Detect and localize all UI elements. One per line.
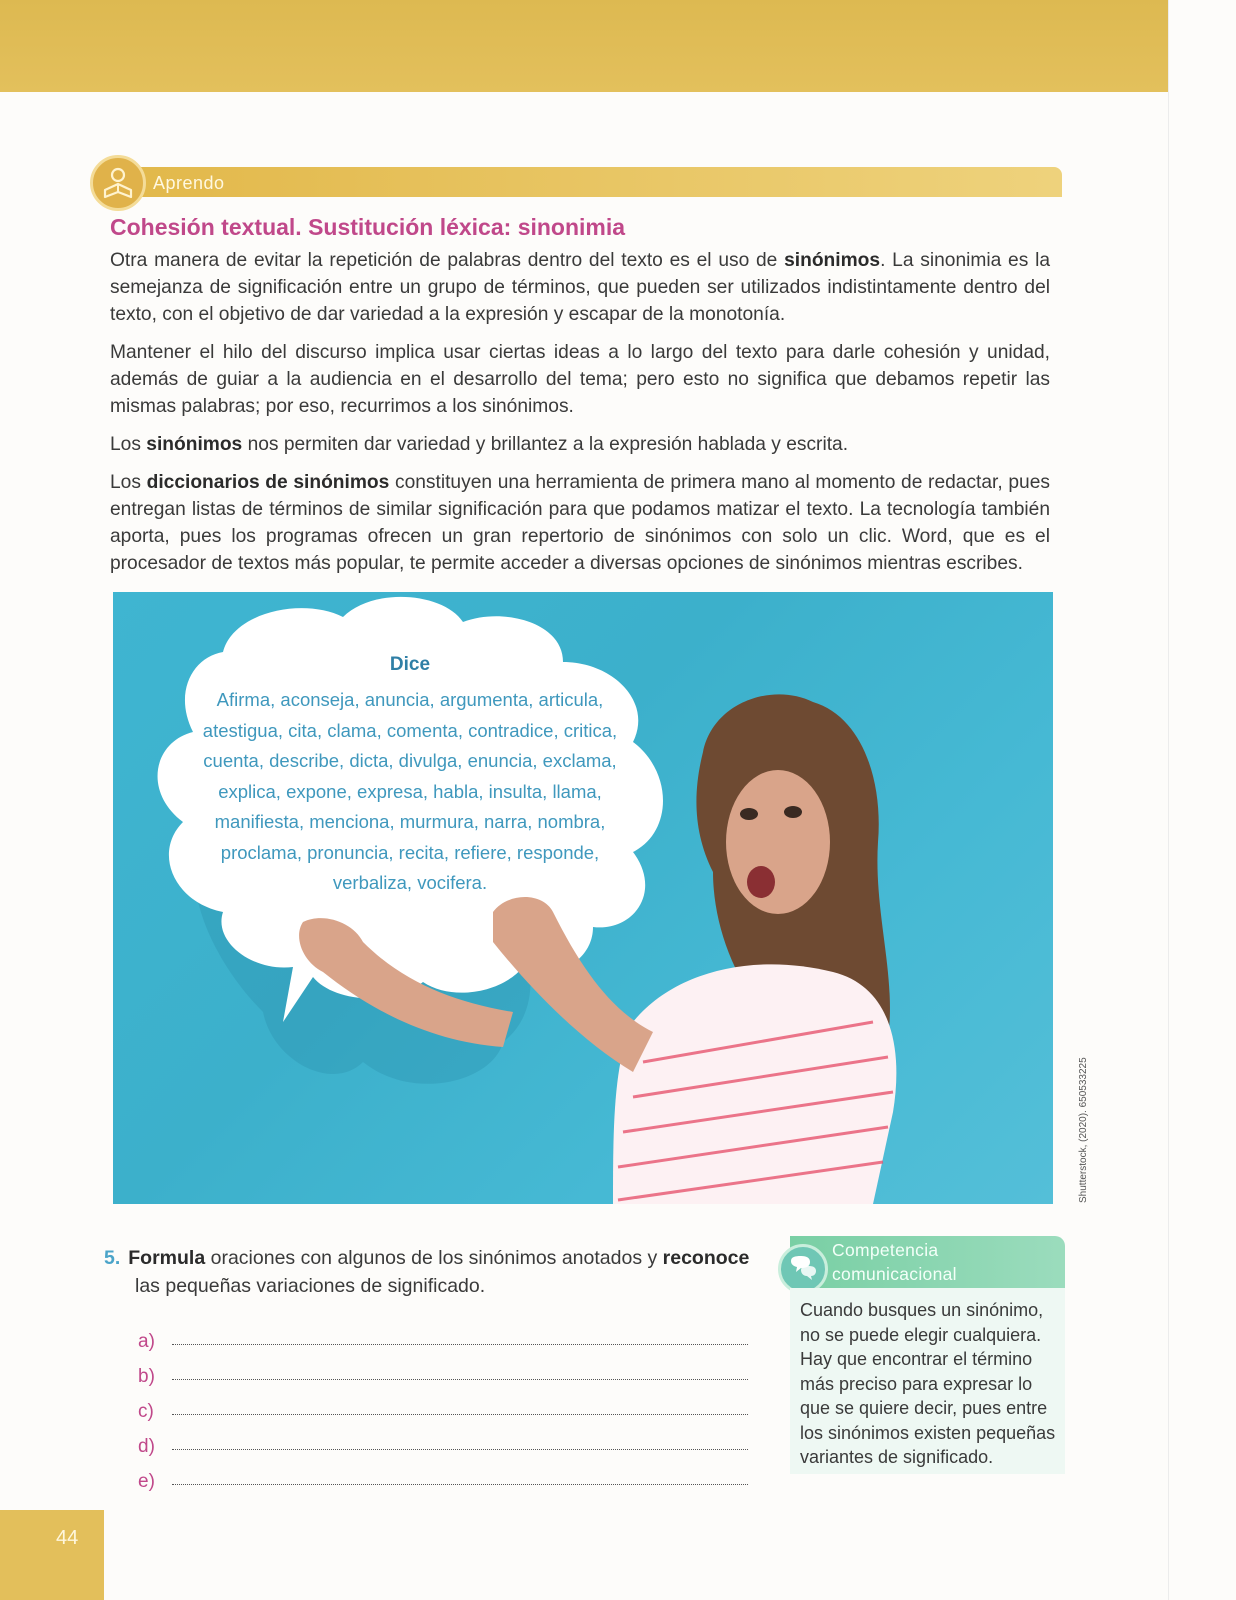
article (110, 214, 1050, 588)
answer-row[interactable] (138, 1458, 748, 1493)
page-number-tab (0, 1510, 104, 1600)
speech-bubbles-icon (778, 1244, 828, 1294)
answer-blank[interactable] (172, 1484, 748, 1485)
speech-bubble-text (190, 654, 630, 899)
woman-mouth (747, 866, 775, 898)
p1-text-a: Otra manera de evitar la repetición de palabras dentro del texto es el uso de (110, 250, 785, 271)
answer-label: e) (138, 1471, 155, 1492)
paragraph-1 (110, 247, 1050, 328)
exercise-number: 5. (104, 1247, 121, 1269)
woman-shirt (613, 964, 896, 1204)
competencia-body: Cuando busques un sinónimo, no se puede elegir cualquiera. Hay que encontrar el término más preciso para expresar lo que se quiere decir, pues entre los sinónimos existen pequeñas variantes de significado. (800, 1300, 1056, 1467)
synonym-line: proclama, pronuncia, recita, refiere, responde, (220, 841, 600, 863)
answer-blank[interactable] (172, 1379, 748, 1380)
woman-eye-right (784, 806, 802, 818)
competencia-title (832, 1238, 957, 1286)
answer-label: a) (138, 1331, 155, 1352)
speech-bubble-title: Dice (389, 654, 431, 675)
image-credit: Shutterstock, (2020). 650533225 (1078, 1057, 1089, 1203)
article-title: Cohesión textual. Sustitución léxica: sinonimia (110, 214, 626, 240)
woman-eye-left (740, 808, 758, 820)
exercise-text-1: oraciones con algunos de los sinónimos anotados y (205, 1247, 663, 1269)
section-label: Aprendo (153, 173, 225, 193)
exercise-prompt-line-2: las pequeñas variaciones de significado. (135, 1275, 486, 1297)
p3-bold: sinónimos (146, 434, 243, 455)
answer-label: c) (138, 1401, 154, 1422)
p3-text-c: nos permiten dar variedad y brillantez a la expresión hablada y escrita. (242, 434, 849, 455)
answer-row[interactable] (138, 1423, 748, 1458)
synonym-line: verbaliza, vocifera. (332, 872, 488, 893)
synonym-line: atestigua, cita, clama, comenta, contradice, critica, (202, 719, 618, 741)
synonym-list (190, 685, 630, 899)
competencia-title-line-1: Competencia (832, 1240, 939, 1260)
p4-bold: diccionarios de sinónimos (146, 472, 390, 493)
p3-text-a: Los (110, 434, 147, 455)
competencia-title-line-2: comunicacional (832, 1264, 957, 1284)
p4-text-c: constituyen una herramienta de primera mano al momento de redactar, pues entregan listas de términos de similar significación para que podamos matizar el texto. La tecnología también aporta, pues los programas ofrecen un gran repertorio de sinónimos con solo un clic. Word, que es el procesador de textos más popular, te permite acceder a diversas opciones de sinónimos mientras escribes. (110, 472, 1050, 574)
synonym-line: cuenta, describe, dicta, divulga, enuncia, exclama, (203, 750, 617, 771)
answer-blank[interactable] (172, 1414, 748, 1415)
reading-student-icon (90, 155, 146, 211)
top-color-band (0, 0, 1168, 92)
page-edge (1168, 0, 1236, 1600)
answer-label: b) (138, 1366, 155, 1387)
answer-row[interactable] (138, 1388, 748, 1423)
exercise-verb-1: Formula (128, 1247, 206, 1269)
p4-text-a: Los (110, 472, 147, 493)
synonym-line: manifiesta, menciona, murmura, narra, nombra, (214, 811, 606, 832)
exercise-5 (104, 1244, 754, 1300)
section-header-bar (118, 167, 1062, 197)
page-number: 44 (56, 1527, 79, 1549)
paragraph-2: Mantener el hilo del discurso implica usar ciertas ideas a lo largo del texto para darle cohesión y unidad, además de guiar a la audiencia en el desarrollo del tema; pero esto no significa que debamos repetir las mismas palabras; por eso, recurrimos a los sinónimos. (110, 342, 1050, 417)
exercise-prompt-line-1 (104, 1244, 754, 1272)
p1-bold: sinónimos (784, 250, 881, 271)
paragraph-3 (110, 431, 1050, 458)
answer-label: d) (138, 1436, 155, 1457)
paragraph-4 (110, 469, 1050, 577)
synonym-line: Afirma, aconseja, anuncia, argumenta, articula, (216, 689, 604, 710)
exercise-verb-2: reconoce (662, 1247, 750, 1269)
answer-row[interactable] (138, 1318, 748, 1353)
answer-blank[interactable] (172, 1344, 748, 1345)
answer-row[interactable] (138, 1353, 748, 1388)
answer-blank[interactable] (172, 1449, 748, 1450)
p1-text-c: . La sinonimia es la semejanza de significación entre un grupo de términos, que pueden ser utilizados indistintamente dentro del texto, con el objetivo de dar variedad a la expresión y escapar de la monotonía. (110, 250, 1050, 325)
answer-lines (138, 1318, 748, 1493)
synonym-line: explica, expone, expresa, habla, insulta, llama, (218, 780, 602, 802)
woman-face (726, 770, 830, 914)
